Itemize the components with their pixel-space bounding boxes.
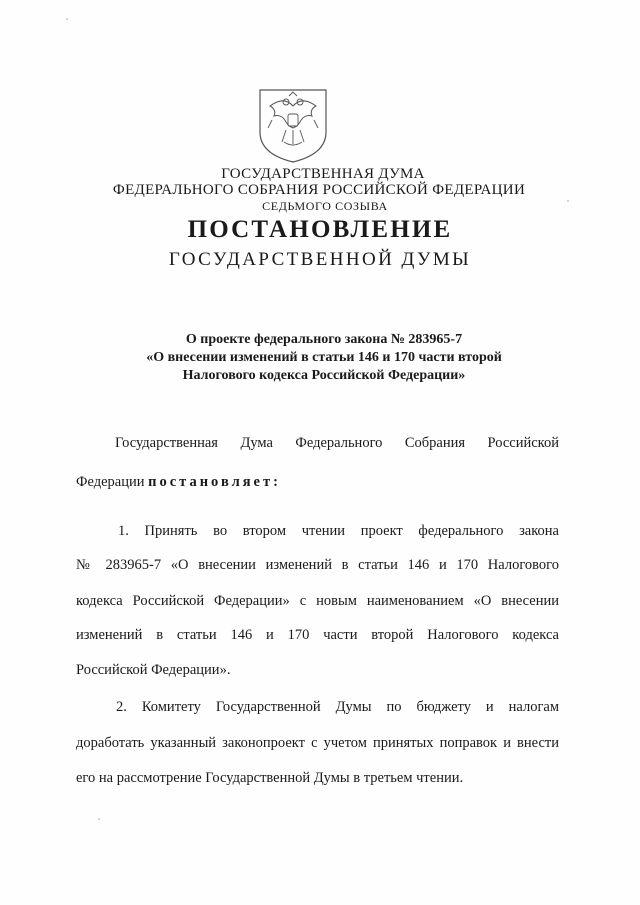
document-subtitle: ГОСУДАРСТВЕННОЙ ДУМЫ (168, 249, 472, 270)
intro-line: Государственная Дума Федерального Собрания Российской (115, 435, 559, 451)
org-name-line1: ГОСУДАРСТВЕННАЯ ДУМА (221, 166, 425, 182)
document-subject (4, 331, 640, 385)
convocation: СЕДЬМОГО СОЗЫВА (262, 199, 388, 213)
item2-line: его на рассмотрение Государственной Думы в третьем чтении. (76, 770, 464, 786)
subject-line: О проекте федерального закона № 283965-7 (185, 332, 463, 347)
coat-of-arms-icon (256, 84, 330, 164)
subject-line: «О внесении изменений в статьи 146 и 170 части второй (146, 350, 502, 365)
scan-speck (567, 200, 569, 202)
org-name-line2: ФЕДЕРАЛЬНОГО СОБРАНИЯ РОССИЙСКОЙ ФЕДЕРАЦИИ (112, 182, 526, 198)
item1-line: № 283965-7 «О внесении изменений в статьи 146 и 170 Налогового (76, 557, 559, 573)
item1-line: Российской Федерации». (76, 662, 231, 678)
subject-line: Налогового кодекса Российской Федерации» (182, 368, 466, 383)
document-title: ПОСТАНОВЛЕНИЕ (187, 216, 453, 243)
resolution-verb: постановляет: (148, 474, 281, 490)
scan-speck (66, 18, 68, 20)
intro-prefix: Федерации (76, 474, 149, 490)
item2-line: доработать указанный законопроект с учетом принятых поправок и внести (76, 735, 559, 751)
item1-line: 1. Принять во втором чтении проект федерального закона (118, 523, 559, 539)
scan-speck (98, 818, 100, 820)
intro-line (76, 474, 559, 491)
item1-line: кодекса Российской Федерации» с новым наименованием «О внесении (76, 593, 559, 609)
item2-line: 2. Комитету Государственной Думы по бюджету и налогам (116, 699, 559, 715)
item1-line: изменений в статьи 146 и 170 части второй Налогового кодекса (76, 627, 559, 643)
